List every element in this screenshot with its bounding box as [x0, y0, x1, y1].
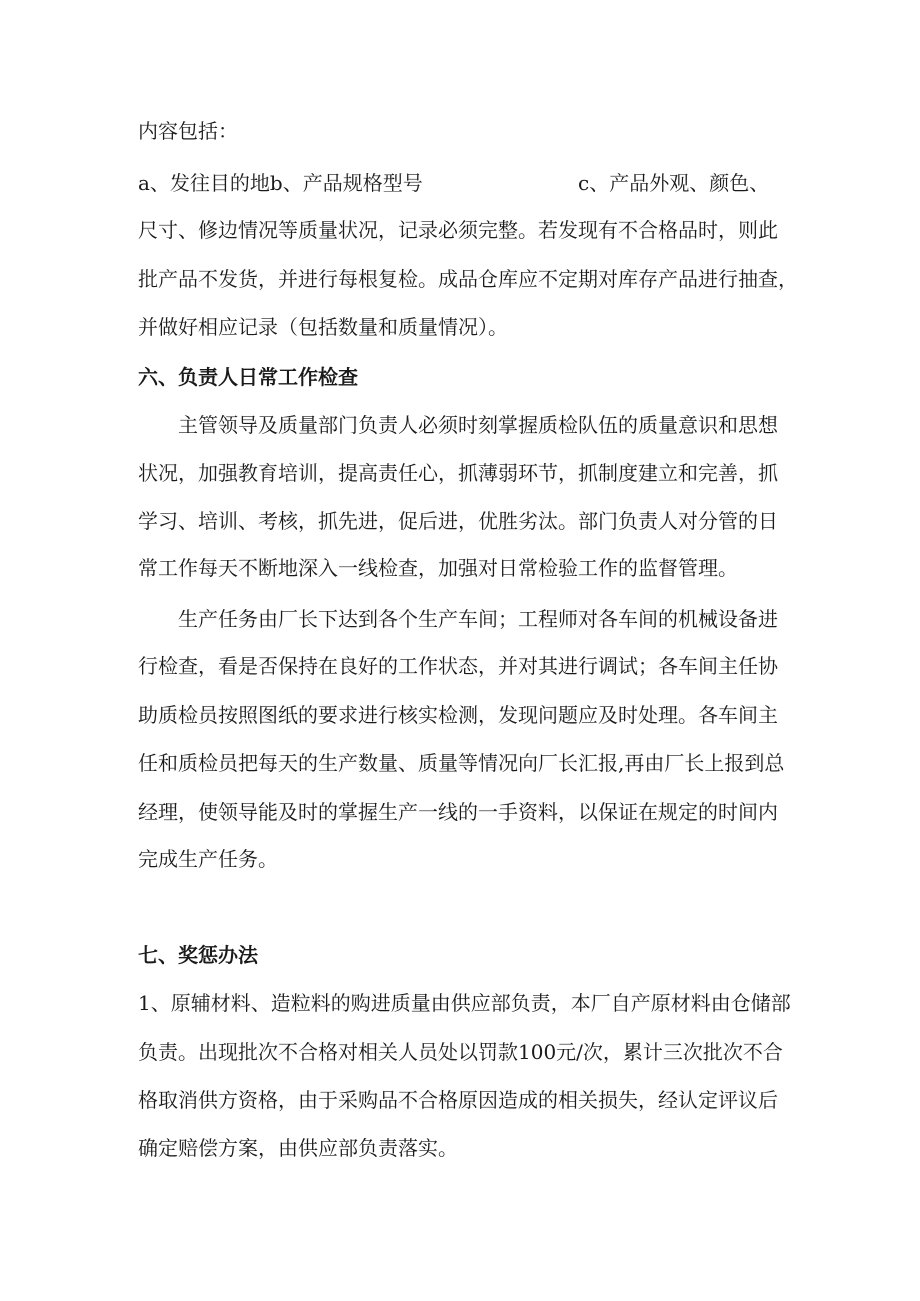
- paragraph-2-line: 主管领导及质量部门负责人必须时刻掌握质检队伍的质量意识和思想: [178, 413, 778, 437]
- paragraph-3-line: 任和质检员把每天的生产数量、质量等情况向厂长汇报,再由厂长上报到总: [138, 751, 785, 775]
- section-7-heading: 七、奖惩办法: [138, 943, 258, 967]
- paragraph-2-line: 学习、培训、考核，抓先进，促后进，优胜劣汰。部门负责人对分管的日: [138, 509, 778, 533]
- paragraph-1-line: 批产品不发货，并进行每根复检。成品仓库应不定期对库存产品进行抽查，: [138, 267, 798, 291]
- paragraph-1-line: 并做好相应记录（包括数量和质量情况）。: [138, 315, 508, 339]
- paragraph-2-line: 常工作每天不断地深入一线检查，加强对日常检验工作的监督管理。: [138, 556, 738, 580]
- paragraph-4-line: 负责。出现批次不合格对相关人员处以罚款100元/次，累计三次批次不合: [138, 1040, 783, 1064]
- paragraph-3-line: 经理，使领导能及时的掌握生产一线的一手资料，以保证在规定的时间内: [138, 800, 778, 824]
- paragraph-3-line: 行检查，看是否保持在良好的工作状态，并对其进行调试；各车间主任协: [138, 654, 778, 678]
- paragraph-4-line: 格取消供方资格，由于采购品不合格原因造成的相关损失，经认定评议后: [138, 1088, 778, 1112]
- paragraph-3-line: 助质检员按照图纸的要求进行核实检测，发现问题应及时处理。各车间主: [138, 703, 778, 727]
- items-c: c、产品外观、颜色、: [578, 171, 770, 195]
- paragraph-1-line: 尺寸、修边情况等质量状况，记录必须完整。若发现有不合格品时，则此: [138, 218, 778, 242]
- paragraph-3-line: 完成生产任务。: [138, 847, 278, 871]
- items-line: [138, 170, 798, 196]
- contents-label: 内容包括：: [138, 119, 238, 143]
- items-ab: a、发往目的地b、产品规格型号: [138, 171, 423, 195]
- paragraph-4-line: 1、原辅材料、造粒料的购进质量由供应部负责，本厂自产原材料由仓储部: [138, 991, 791, 1015]
- paragraph-3-line: 生产任务由厂长下达到各个生产车间；工程师对各车间的机械设备进: [178, 607, 778, 631]
- paragraph-4-line: 确定赔偿方案，由供应部负责落实。: [138, 1136, 458, 1160]
- section-6-heading: 六、负责人日常工作检查: [138, 365, 358, 389]
- paragraph-2-line: 状况，加强教育培训，提高责任心，抓薄弱环节，抓制度建立和完善，抓: [138, 461, 778, 485]
